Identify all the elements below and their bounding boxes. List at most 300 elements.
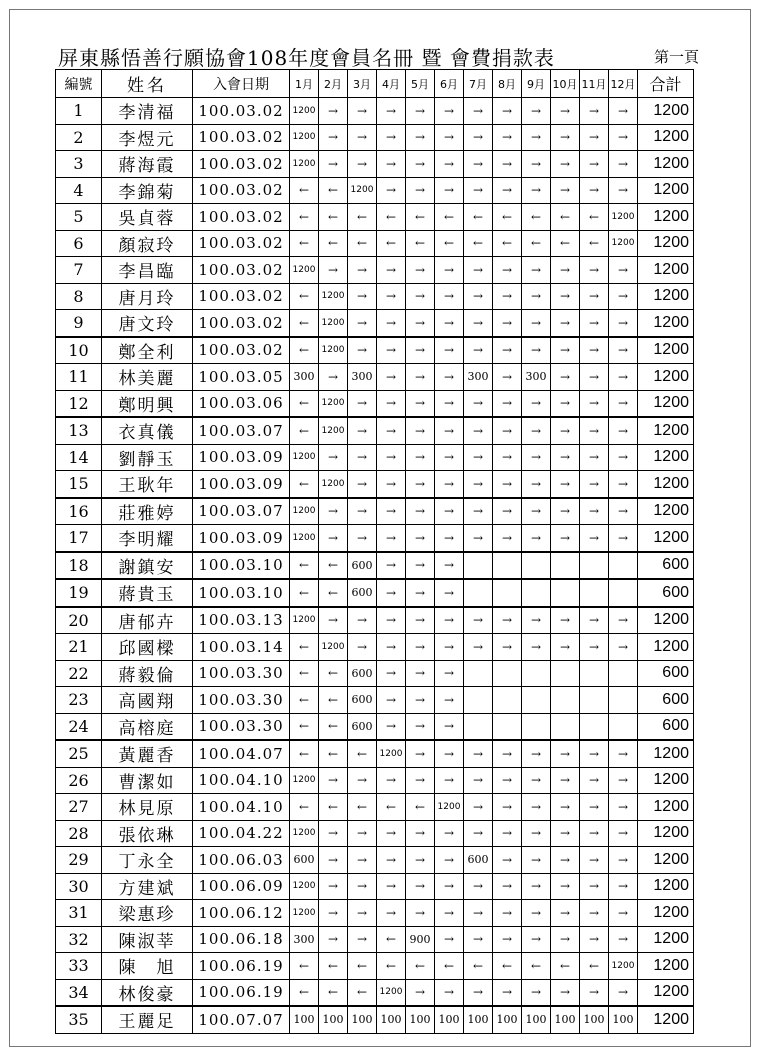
month-cell-5: 900 xyxy=(406,926,435,953)
month-cell-9: → xyxy=(522,124,551,151)
month-cell-6: → xyxy=(435,713,464,740)
month-cell-1: ← xyxy=(290,310,319,337)
month-cell-6: → xyxy=(435,257,464,284)
month-cell-5: → xyxy=(406,525,435,552)
month-cell-2: → xyxy=(319,98,348,125)
month-cell-10: → xyxy=(551,740,580,767)
month-cell-1: ← xyxy=(290,579,319,607)
total-cell: 1200 xyxy=(638,979,694,1006)
month-cell-1: 1200 xyxy=(290,498,319,525)
month-cell-1: 1200 xyxy=(290,151,319,178)
month-cell-10 xyxy=(551,713,580,740)
month-cell-9: → xyxy=(522,151,551,178)
member-name: 曹潔如 xyxy=(102,767,193,794)
member-number: 32 xyxy=(56,926,102,953)
join-date: 100.03.02 xyxy=(193,98,290,125)
member-number: 7 xyxy=(56,257,102,284)
month-cell-6: → xyxy=(435,151,464,178)
member-number: 25 xyxy=(56,740,102,767)
month-cell-6: → xyxy=(435,177,464,204)
month-cell-1: ← xyxy=(290,634,319,661)
month-cell-8: → xyxy=(493,767,522,794)
table-row xyxy=(56,900,694,927)
month-cell-3: → xyxy=(348,257,377,284)
month-cell-7: → xyxy=(464,820,493,847)
month-cell-3: → xyxy=(348,471,377,498)
join-date: 100.03.02 xyxy=(193,151,290,178)
month-cell-5: ← xyxy=(406,204,435,231)
member-number: 19 xyxy=(56,579,102,607)
header-month-1: 1月 xyxy=(290,70,319,98)
month-cell-6: → xyxy=(435,124,464,151)
table-row xyxy=(56,364,694,391)
month-cell-12 xyxy=(609,660,638,687)
month-cell-5: → xyxy=(406,767,435,794)
month-cell-3: → xyxy=(348,820,377,847)
month-cell-10: ← xyxy=(551,230,580,257)
month-cell-11: → xyxy=(580,337,609,364)
month-cell-9: → xyxy=(522,417,551,444)
total-cell: 1200 xyxy=(638,953,694,980)
month-cell-6: → xyxy=(435,444,464,471)
month-cell-2: ← xyxy=(319,953,348,980)
month-cell-9: → xyxy=(522,607,551,634)
month-cell-2: → xyxy=(319,124,348,151)
month-cell-5: ← xyxy=(406,953,435,980)
join-date: 100.03.02 xyxy=(193,124,290,151)
month-cell-5: → xyxy=(406,820,435,847)
month-cell-8: → xyxy=(493,257,522,284)
month-cell-10: ← xyxy=(551,204,580,231)
month-cell-12: → xyxy=(609,979,638,1006)
month-cell-6: → xyxy=(435,767,464,794)
total-cell: 600 xyxy=(638,579,694,607)
month-cell-4: → xyxy=(377,471,406,498)
member-fee-table xyxy=(55,69,694,1034)
month-cell-12: → xyxy=(609,873,638,900)
table-row xyxy=(56,204,694,231)
month-cell-8 xyxy=(493,579,522,607)
join-date: 100.03.02 xyxy=(193,230,290,257)
member-number: 17 xyxy=(56,525,102,552)
table-row xyxy=(56,820,694,847)
month-cell-7: 100 xyxy=(464,1006,493,1033)
member-name: 鄭明興 xyxy=(102,390,193,417)
month-cell-5: → xyxy=(406,283,435,310)
month-cell-7: → xyxy=(464,310,493,337)
month-cell-8: ← xyxy=(493,953,522,980)
month-cell-1: 1200 xyxy=(290,873,319,900)
month-cell-7 xyxy=(464,687,493,714)
month-cell-4: → xyxy=(377,847,406,874)
member-name: 吳貞蓉 xyxy=(102,204,193,231)
member-number: 26 xyxy=(56,767,102,794)
month-cell-4: → xyxy=(377,820,406,847)
month-cell-8 xyxy=(493,687,522,714)
table-row xyxy=(56,230,694,257)
month-cell-2: ← xyxy=(319,177,348,204)
month-cell-1: ← xyxy=(290,283,319,310)
month-cell-3: 600 xyxy=(348,687,377,714)
member-number: 20 xyxy=(56,607,102,634)
month-cell-4: → xyxy=(377,98,406,125)
month-cell-11: → xyxy=(580,873,609,900)
month-cell-3: 300 xyxy=(348,364,377,391)
month-cell-2: → xyxy=(319,498,348,525)
month-cell-9: → xyxy=(522,740,551,767)
month-cell-12: → xyxy=(609,124,638,151)
month-cell-2: → xyxy=(319,900,348,927)
month-cell-6: 100 xyxy=(435,1006,464,1033)
month-cell-3: → xyxy=(348,337,377,364)
total-cell: 1200 xyxy=(638,337,694,364)
month-cell-2: ← xyxy=(319,740,348,767)
month-cell-1: ← xyxy=(290,740,319,767)
total-cell: 1200 xyxy=(638,417,694,444)
month-cell-12 xyxy=(609,713,638,740)
month-cell-6: → xyxy=(435,873,464,900)
month-cell-4: ← xyxy=(377,230,406,257)
member-number: 15 xyxy=(56,471,102,498)
month-cell-9: → xyxy=(522,794,551,821)
month-cell-8: → xyxy=(493,417,522,444)
total-cell: 1200 xyxy=(638,98,694,125)
month-cell-11 xyxy=(580,552,609,580)
member-number: 10 xyxy=(56,337,102,364)
month-cell-8: → xyxy=(493,847,522,874)
join-date: 100.03.14 xyxy=(193,634,290,661)
month-cell-10: → xyxy=(551,98,580,125)
month-cell-2: 1200 xyxy=(319,283,348,310)
join-date: 100.03.10 xyxy=(193,579,290,607)
total-cell: 1200 xyxy=(638,230,694,257)
month-cell-1: ← xyxy=(290,979,319,1006)
month-cell-3: → xyxy=(348,444,377,471)
month-cell-3: ← xyxy=(348,979,377,1006)
month-cell-6: → xyxy=(435,310,464,337)
month-cell-5: → xyxy=(406,257,435,284)
month-cell-2: → xyxy=(319,257,348,284)
month-cell-11: → xyxy=(580,471,609,498)
month-cell-1: ← xyxy=(290,552,319,580)
month-cell-3: → xyxy=(348,417,377,444)
join-date: 100.04.10 xyxy=(193,794,290,821)
month-cell-4: → xyxy=(377,607,406,634)
month-cell-5: → xyxy=(406,579,435,607)
join-date: 100.03.02 xyxy=(193,337,290,364)
table-row xyxy=(56,607,694,634)
month-cell-12: 1200 xyxy=(609,204,638,231)
total-cell: 1200 xyxy=(638,794,694,821)
total-cell: 1200 xyxy=(638,498,694,525)
join-date: 100.06.03 xyxy=(193,847,290,874)
member-number: 12 xyxy=(56,390,102,417)
month-cell-10: → xyxy=(551,471,580,498)
month-cell-4: → xyxy=(377,900,406,927)
month-cell-7: → xyxy=(464,607,493,634)
month-cell-11: → xyxy=(580,926,609,953)
month-cell-3: ← xyxy=(348,794,377,821)
month-cell-5: 100 xyxy=(406,1006,435,1033)
month-cell-4: 1200 xyxy=(377,979,406,1006)
join-date: 100.04.10 xyxy=(193,767,290,794)
join-date: 100.03.06 xyxy=(193,390,290,417)
member-name: 王耿年 xyxy=(102,471,193,498)
month-cell-9: → xyxy=(522,847,551,874)
month-cell-6: → xyxy=(435,607,464,634)
month-cell-9 xyxy=(522,579,551,607)
month-cell-2: ← xyxy=(319,579,348,607)
month-cell-2: 100 xyxy=(319,1006,348,1033)
member-number: 1 xyxy=(56,98,102,125)
table-row xyxy=(56,283,694,310)
member-name: 梁惠珍 xyxy=(102,900,193,927)
month-cell-6: → xyxy=(435,687,464,714)
month-cell-10 xyxy=(551,579,580,607)
table-row xyxy=(56,660,694,687)
month-cell-5: → xyxy=(406,337,435,364)
month-cell-6: → xyxy=(435,98,464,125)
month-cell-11 xyxy=(580,579,609,607)
member-name: 陳 旭 xyxy=(102,953,193,980)
join-date: 100.03.07 xyxy=(193,417,290,444)
month-cell-10: → xyxy=(551,926,580,953)
month-cell-7: → xyxy=(464,390,493,417)
month-cell-12: → xyxy=(609,337,638,364)
month-cell-9: → xyxy=(522,257,551,284)
total-cell: 1200 xyxy=(638,204,694,231)
month-cell-8: → xyxy=(493,390,522,417)
month-cell-9: → xyxy=(522,900,551,927)
month-cell-7: → xyxy=(464,337,493,364)
month-cell-5: → xyxy=(406,900,435,927)
total-cell: 1200 xyxy=(638,525,694,552)
member-name: 莊雅婷 xyxy=(102,498,193,525)
month-cell-5: → xyxy=(406,498,435,525)
join-date: 100.06.09 xyxy=(193,873,290,900)
join-date: 100.06.12 xyxy=(193,900,290,927)
month-cell-9 xyxy=(522,552,551,580)
month-cell-11: → xyxy=(580,525,609,552)
month-cell-2: ← xyxy=(319,713,348,740)
member-name: 蔣毅倫 xyxy=(102,660,193,687)
table-row xyxy=(56,98,694,125)
month-cell-10: → xyxy=(551,310,580,337)
member-number: 27 xyxy=(56,794,102,821)
header-total: 合計 xyxy=(638,70,694,98)
month-cell-8: → xyxy=(493,151,522,178)
month-cell-10 xyxy=(551,552,580,580)
month-cell-6: → xyxy=(435,634,464,661)
month-cell-12: → xyxy=(609,257,638,284)
table-row xyxy=(56,552,694,580)
month-cell-3: → xyxy=(348,124,377,151)
month-cell-7: → xyxy=(464,979,493,1006)
total-cell: 600 xyxy=(638,660,694,687)
join-date: 100.04.07 xyxy=(193,740,290,767)
month-cell-8: ← xyxy=(493,230,522,257)
join-date: 100.03.02 xyxy=(193,177,290,204)
month-cell-4: → xyxy=(377,525,406,552)
month-cell-11: → xyxy=(580,310,609,337)
month-cell-10: → xyxy=(551,498,580,525)
month-cell-4: → xyxy=(377,283,406,310)
member-name: 蔣海霞 xyxy=(102,151,193,178)
month-cell-8: → xyxy=(493,926,522,953)
month-cell-5: → xyxy=(406,634,435,661)
join-date: 100.07.07 xyxy=(193,1006,290,1033)
member-name: 林見原 xyxy=(102,794,193,821)
month-cell-8: → xyxy=(493,337,522,364)
table-row xyxy=(56,151,694,178)
month-cell-9: → xyxy=(522,471,551,498)
month-cell-7: ← xyxy=(464,204,493,231)
month-cell-2: → xyxy=(319,820,348,847)
member-name: 林俊豪 xyxy=(102,979,193,1006)
month-cell-3: → xyxy=(348,498,377,525)
join-date: 100.03.05 xyxy=(193,364,290,391)
month-cell-6: → xyxy=(435,364,464,391)
total-cell: 1200 xyxy=(638,257,694,284)
month-cell-8: → xyxy=(493,900,522,927)
member-number: 24 xyxy=(56,713,102,740)
month-cell-4: → xyxy=(377,337,406,364)
month-cell-7: ← xyxy=(464,953,493,980)
header-row xyxy=(56,70,694,98)
join-date: 100.03.07 xyxy=(193,498,290,525)
month-cell-5: → xyxy=(406,552,435,580)
total-cell: 1200 xyxy=(638,471,694,498)
month-cell-7: → xyxy=(464,444,493,471)
month-cell-8: → xyxy=(493,98,522,125)
month-cell-9: → xyxy=(522,98,551,125)
month-cell-1: 300 xyxy=(290,926,319,953)
month-cell-2: ← xyxy=(319,230,348,257)
month-cell-11: → xyxy=(580,498,609,525)
month-cell-5: → xyxy=(406,98,435,125)
header-month-2: 2月 xyxy=(319,70,348,98)
table-row xyxy=(56,471,694,498)
month-cell-12: → xyxy=(609,471,638,498)
month-cell-4: → xyxy=(377,579,406,607)
header-month-6: 6月 xyxy=(435,70,464,98)
month-cell-7: ← xyxy=(464,230,493,257)
month-cell-7: → xyxy=(464,767,493,794)
month-cell-4: → xyxy=(377,390,406,417)
month-cell-2: 1200 xyxy=(319,634,348,661)
month-cell-5: → xyxy=(406,310,435,337)
month-cell-1: 1200 xyxy=(290,767,319,794)
table-row xyxy=(56,579,694,607)
month-cell-4: → xyxy=(377,634,406,661)
month-cell-9 xyxy=(522,660,551,687)
total-cell: 1200 xyxy=(638,900,694,927)
month-cell-5: → xyxy=(406,607,435,634)
member-name: 林美麗 xyxy=(102,364,193,391)
month-cell-3: → xyxy=(348,847,377,874)
month-cell-5: → xyxy=(406,713,435,740)
table-row xyxy=(56,740,694,767)
month-cell-1: 1200 xyxy=(290,124,319,151)
month-cell-9: → xyxy=(522,820,551,847)
member-name: 李昌臨 xyxy=(102,257,193,284)
join-date: 100.03.02 xyxy=(193,257,290,284)
month-cell-10: → xyxy=(551,283,580,310)
table-row xyxy=(56,417,694,444)
month-cell-1: ← xyxy=(290,390,319,417)
member-number: 11 xyxy=(56,364,102,391)
month-cell-8: → xyxy=(493,607,522,634)
month-cell-3: → xyxy=(348,390,377,417)
member-name: 劉靜玉 xyxy=(102,444,193,471)
table-row xyxy=(56,337,694,364)
month-cell-10: → xyxy=(551,151,580,178)
month-cell-10: → xyxy=(551,525,580,552)
month-cell-1: ← xyxy=(290,713,319,740)
month-cell-7: → xyxy=(464,98,493,125)
month-cell-4: → xyxy=(377,873,406,900)
month-cell-2: 1200 xyxy=(319,471,348,498)
member-number: 18 xyxy=(56,552,102,580)
table-row xyxy=(56,124,694,151)
total-cell: 600 xyxy=(638,687,694,714)
month-cell-6: → xyxy=(435,820,464,847)
total-cell: 600 xyxy=(638,552,694,580)
header-no: 編號 xyxy=(56,70,102,98)
member-name: 陳淑莘 xyxy=(102,926,193,953)
month-cell-2: ← xyxy=(319,204,348,231)
total-cell: 1200 xyxy=(638,1006,694,1033)
total-cell: 1200 xyxy=(638,444,694,471)
member-number: 29 xyxy=(56,847,102,874)
month-cell-3: → xyxy=(348,283,377,310)
month-cell-3: 100 xyxy=(348,1006,377,1033)
month-cell-4: ← xyxy=(377,204,406,231)
month-cell-10 xyxy=(551,687,580,714)
month-cell-7: 300 xyxy=(464,364,493,391)
month-cell-2: 1200 xyxy=(319,337,348,364)
total-cell: 1200 xyxy=(638,151,694,178)
month-cell-2: → xyxy=(319,444,348,471)
month-cell-3: 600 xyxy=(348,552,377,580)
month-cell-6: ← xyxy=(435,204,464,231)
month-cell-2: ← xyxy=(319,660,348,687)
month-cell-9: → xyxy=(522,310,551,337)
total-cell: 1200 xyxy=(638,364,694,391)
header-month-10: 10月 xyxy=(551,70,580,98)
month-cell-2: 1200 xyxy=(319,310,348,337)
member-name: 謝鎮安 xyxy=(102,552,193,580)
month-cell-5: → xyxy=(406,151,435,178)
month-cell-11: 100 xyxy=(580,1006,609,1033)
month-cell-3: → xyxy=(348,900,377,927)
total-cell: 1200 xyxy=(638,873,694,900)
month-cell-11 xyxy=(580,660,609,687)
month-cell-7 xyxy=(464,552,493,580)
month-cell-4: → xyxy=(377,124,406,151)
table-row xyxy=(56,687,694,714)
month-cell-7: → xyxy=(464,124,493,151)
month-cell-8: → xyxy=(493,740,522,767)
member-number: 30 xyxy=(56,873,102,900)
month-cell-6: ← xyxy=(435,230,464,257)
month-cell-2: → xyxy=(319,767,348,794)
member-name: 唐文玲 xyxy=(102,310,193,337)
month-cell-2: ← xyxy=(319,687,348,714)
month-cell-4: 1200 xyxy=(377,740,406,767)
table-row xyxy=(56,979,694,1006)
month-cell-12: → xyxy=(609,283,638,310)
